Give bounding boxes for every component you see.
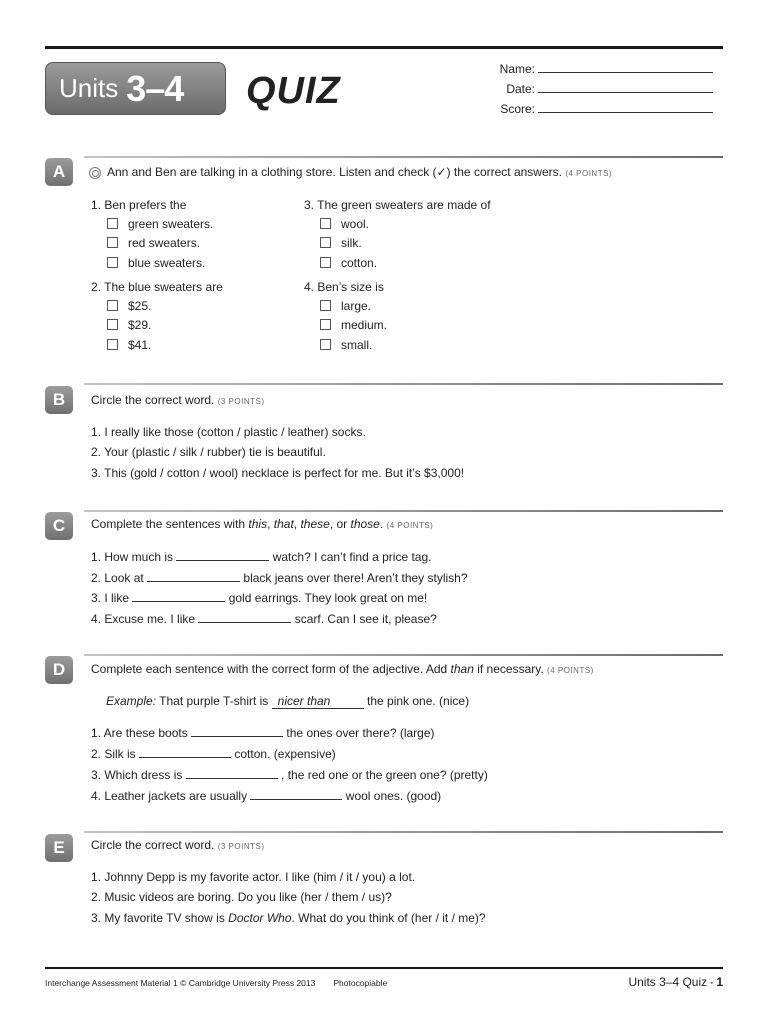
separator: , or [329, 517, 351, 531]
section-b-rule [84, 383, 723, 385]
checkbox[interactable] [320, 257, 331, 268]
checkbox[interactable] [107, 218, 118, 229]
item-text: 3. I like [91, 591, 130, 605]
item-e3 [91, 911, 486, 925]
score-field[interactable] [495, 101, 713, 116]
item-d3 [91, 767, 488, 782]
answer-blank[interactable] [250, 788, 342, 800]
name-field[interactable] [495, 61, 713, 76]
instruction-text: if necessary. [473, 662, 544, 676]
section-d-rule [84, 654, 723, 656]
section-b-badge: B [45, 386, 73, 414]
item-text: , the red one or the green one? (pretty) [281, 768, 488, 782]
section-e-rule [84, 831, 723, 833]
section-b-instruction [91, 393, 265, 407]
example-answer-text: nicer than [277, 694, 331, 708]
answer-blank[interactable] [132, 590, 225, 602]
score-line[interactable] [538, 101, 713, 113]
item-e1: 1. Johnny Depp is my favorite actor. I like (him / it / you) a lot. [91, 870, 416, 884]
answer-blank[interactable] [139, 746, 231, 758]
footer-quiz-title: Units 3–4 Quiz [628, 975, 708, 989]
item-text: 3. Which dress is [91, 768, 183, 782]
footer-rule [45, 967, 723, 969]
item-text: cotton. (expensive) [234, 747, 336, 761]
word-these: these [300, 517, 330, 531]
item-text: gold earrings. They look great on me! [228, 591, 428, 605]
item-c3 [91, 590, 427, 605]
option-a3-1[interactable] [320, 217, 369, 231]
option-a1-1[interactable] [107, 217, 213, 231]
item-d1 [91, 725, 435, 740]
word-those: those [350, 517, 380, 531]
section-c-badge: C [45, 512, 73, 540]
option-a4-3[interactable] [320, 338, 372, 352]
units-badge [45, 62, 226, 115]
copyright-text: Interchange Assessment Material 1 © Cambridge University Press 2013 [45, 978, 316, 988]
section-a-instruction [89, 165, 612, 179]
item-b2: 2. Your (plastic / silk / rubber) tie is beautiful. [91, 445, 326, 459]
date-field[interactable] [495, 81, 713, 96]
checkbox[interactable] [320, 319, 331, 330]
separator: , [293, 517, 301, 531]
item-text: 4. Excuse me. I like [91, 612, 196, 626]
name-label: Name: [499, 62, 535, 76]
answer-blank[interactable] [191, 725, 283, 737]
period: . [379, 517, 384, 531]
section-e-instruction-text: Circle the correct word. [91, 838, 215, 852]
option-label: $25. [128, 299, 152, 313]
option-label: $41. [128, 338, 152, 352]
footer-copyright [45, 978, 387, 988]
option-a1-3[interactable] [107, 256, 205, 270]
item-text: . What do you think of (her / it / me)? [291, 911, 486, 925]
item-text: scarf. Can I see it, please? [294, 612, 437, 626]
option-label: wool. [341, 217, 370, 231]
option-label: cotton. [341, 256, 378, 270]
section-d-badge: D [45, 656, 73, 684]
footer-page [628, 975, 723, 989]
section-d-points: (4 POINTS) [547, 666, 594, 675]
question-a2: 2. The blue sweaters are [91, 280, 223, 294]
score-label: Score: [500, 102, 535, 116]
answer-blank[interactable] [186, 767, 278, 779]
item-text: the ones over there? (large) [286, 726, 435, 740]
checkbox[interactable] [107, 257, 118, 268]
item-text: black jeans over there! Aren’t they stylish? [243, 571, 468, 585]
section-e-badge: E [45, 834, 73, 862]
checkbox[interactable] [320, 218, 331, 229]
answer-blank[interactable] [147, 570, 240, 582]
section-e-points: (3 POINTS) [217, 842, 265, 851]
item-c4 [91, 611, 437, 626]
option-label: blue sweaters. [128, 256, 206, 270]
item-text: wool ones. (good) [345, 789, 442, 803]
section-c-rule [84, 510, 723, 512]
option-label: $29. [128, 318, 152, 332]
example-answer [272, 694, 364, 709]
checkbox[interactable] [107, 319, 118, 330]
option-a4-2[interactable] [320, 318, 387, 332]
checkbox[interactable] [107, 339, 118, 350]
option-a2-3[interactable] [107, 338, 151, 352]
page-number: 1 [716, 975, 723, 989]
item-e2: 2. Music videos are boring. Do you like (her / them / us)? [91, 890, 392, 904]
option-a2-2[interactable] [107, 318, 151, 332]
answer-blank[interactable] [176, 549, 269, 561]
show-title: Doctor Who [228, 911, 292, 925]
audio-disc-icon [89, 167, 101, 179]
item-text: 4. Leather jackets are usually [91, 789, 248, 803]
checkbox[interactable] [320, 300, 331, 311]
item-d4 [91, 788, 441, 803]
section-d-instruction [91, 662, 594, 676]
section-b-instruction-text: Circle the correct word. [91, 393, 215, 407]
question-a4: 4. Ben’s size is [304, 280, 384, 294]
option-label: red sweaters. [128, 236, 201, 250]
option-a4-1[interactable] [320, 299, 371, 313]
section-a-points: (4 POINTS) [565, 169, 613, 178]
date-line[interactable] [538, 81, 713, 93]
option-a2-1[interactable] [107, 299, 151, 313]
item-c2 [91, 570, 468, 585]
section-c-points: (4 POINTS) [386, 521, 434, 530]
option-label: silk. [341, 236, 362, 250]
checkbox[interactable] [320, 237, 331, 248]
question-a1: 1. Ben prefers the [91, 198, 187, 212]
name-line[interactable] [538, 61, 713, 73]
section-a-rule [84, 156, 723, 158]
instruction-text: Complete each sentence with the correct form of the adjective. Add [91, 662, 451, 676]
separator-icon: ▪ [710, 980, 713, 987]
instruction-text: Complete the sentences with [91, 517, 249, 531]
section-a-instruction-text: Ann and Ben are talking in a clothing store. Listen and check (✓) the correct answers. [107, 165, 562, 179]
item-c1 [91, 549, 431, 564]
question-a3: 3. The green sweaters are made of [304, 198, 491, 212]
option-label: small. [341, 338, 373, 352]
answer-blank[interactable] [198, 611, 291, 623]
separator: , [267, 517, 274, 531]
units-word: Units [59, 73, 119, 103]
example-text: That purple T-shirt is [159, 694, 269, 708]
section-a-badge: A [45, 158, 73, 186]
item-text: 2. Look at [91, 571, 144, 585]
example-text: the pink one. (nice) [367, 694, 470, 708]
checkbox[interactable] [107, 300, 118, 311]
item-text: 1. Are these boots [91, 726, 188, 740]
option-label: green sweaters. [128, 217, 214, 231]
option-a3-2[interactable] [320, 236, 362, 250]
date-label: Date: [506, 82, 535, 96]
item-text: 1. How much is [91, 550, 174, 564]
checkbox[interactable] [107, 237, 118, 248]
option-a3-3[interactable] [320, 256, 377, 270]
word-this: this [248, 517, 268, 531]
quiz-title: QUIZ [246, 70, 341, 112]
item-text: watch? I can’t find a price tag. [272, 550, 432, 564]
checkbox[interactable] [320, 339, 331, 350]
example-label: Example: [106, 694, 157, 708]
option-a1-2[interactable] [107, 236, 200, 250]
word-that: that [273, 517, 294, 531]
section-e-instruction [91, 838, 265, 852]
photocopiable-text: Photocopiable [333, 978, 388, 988]
item-b1: 1. I really like those (cotton / plastic / leather) socks. [91, 425, 366, 439]
example-d [106, 694, 469, 709]
units-number: 3–4 [126, 67, 184, 109]
item-text: 3. My favorite TV show is [91, 911, 229, 925]
item-d2 [91, 746, 336, 761]
top-rule [45, 46, 723, 49]
option-label: large. [341, 299, 372, 313]
option-label: medium. [341, 318, 388, 332]
word-than: than [450, 662, 474, 676]
item-b3: 3. This (gold / cotton / wool) necklace is perfect for me. But it’s $3,000! [91, 466, 465, 480]
section-b-points: (3 POINTS) [217, 397, 265, 406]
item-text: 2. Silk is [91, 747, 136, 761]
section-c-instruction [91, 517, 433, 531]
